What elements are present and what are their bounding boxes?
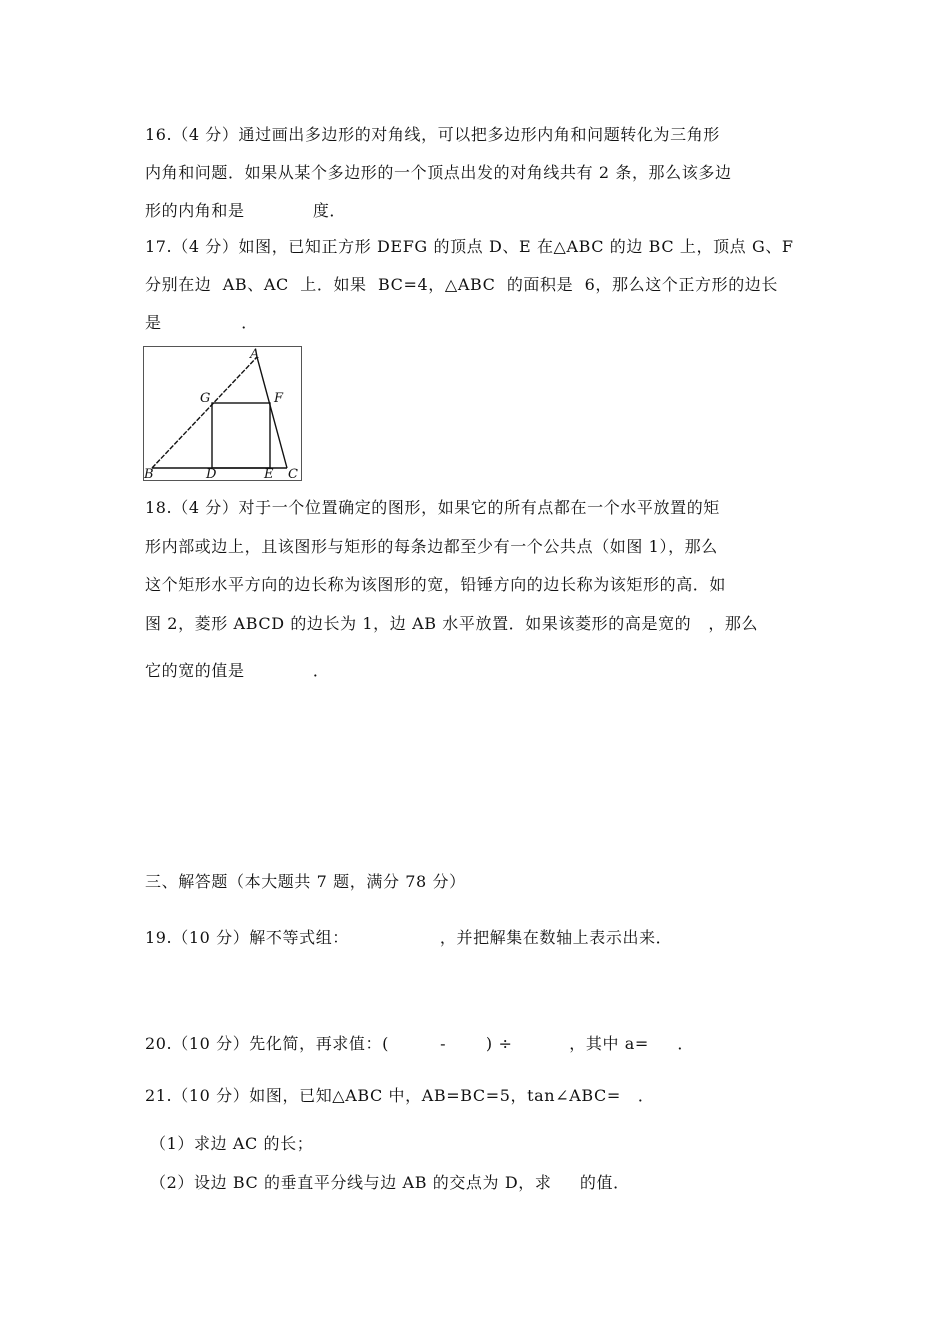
figure-svg <box>144 347 301 480</box>
label-a: A <box>250 347 260 362</box>
q18-line-4: 图 2，菱形 ABCD 的边长为 1，边 AB 水平放置．如果该菱形的高是宽的 ，那么 <box>145 614 759 633</box>
q21-part-1: （1）求边 AC 的长； <box>150 1134 314 1153</box>
square-defg <box>212 403 270 468</box>
label-e: E <box>264 467 274 480</box>
segment-ac <box>257 357 287 468</box>
label-d: D <box>206 467 217 480</box>
section-3-heading: 三、解答题（本大题共 7 题，满分 78 分） <box>145 872 466 891</box>
label-c: C <box>288 467 298 480</box>
q17-line-2: 分别在边 AB、AC 上．如果 BC=4，△ABC 的面积是 6，那么这个正方形的边长 <box>145 275 778 294</box>
q17-line-1: 17.（4 分）如图，已知正方形 DEFG 的顶点 D、E 在△ABC 的边 BC 上，顶点 G、F <box>145 237 794 256</box>
q16-line-2: 内角和问题．如果从某个多边形的一个顶点出发的对角线共有 2 条，那么该多边 <box>145 163 732 182</box>
label-f: F <box>274 391 284 406</box>
triangle-square-figure <box>143 346 302 481</box>
label-g: G <box>200 391 211 406</box>
segment-ab <box>152 357 257 468</box>
question-20: 20.（10 分）先化简，再求值：( - ) ÷ ，其中 a= ． <box>145 1034 694 1053</box>
q18-line-5: 它的宽的值是 ． <box>145 661 330 680</box>
q16-line-3: 形的内角和是 度． <box>145 201 347 220</box>
q18-line-3: 这个矩形水平方向的边长称为该图形的宽，铅锤方向的边长称为该矩形的高．如 <box>145 575 727 594</box>
q17-line-3: 是 ． <box>145 313 258 332</box>
q21-line-1: 21.（10 分）如图，已知△ABC 中，AB=BC=5，tan∠ABC= ． <box>145 1086 655 1105</box>
label-b: B <box>144 467 154 480</box>
q16-line-1: 16.（4 分）通过画出多边形的对角线，可以把多边形内角和问题转化为三角形 <box>145 125 720 144</box>
q18-line-2: 形内部或边上，且该图形与矩形的每条边都至少有一个公共点（如图 1），那么 <box>145 537 718 556</box>
q21-part-2: （2）设边 BC 的垂直平分线与边 AB 的交点为 D，求 的值． <box>150 1173 630 1192</box>
question-19: 19.（10 分）解不等式组： ，并把解集在数轴上表示出来． <box>145 928 673 947</box>
q18-line-1: 18.（4 分）对于一个位置确定的图形，如果它的所有点都在一个水平放置的矩 <box>145 498 720 517</box>
